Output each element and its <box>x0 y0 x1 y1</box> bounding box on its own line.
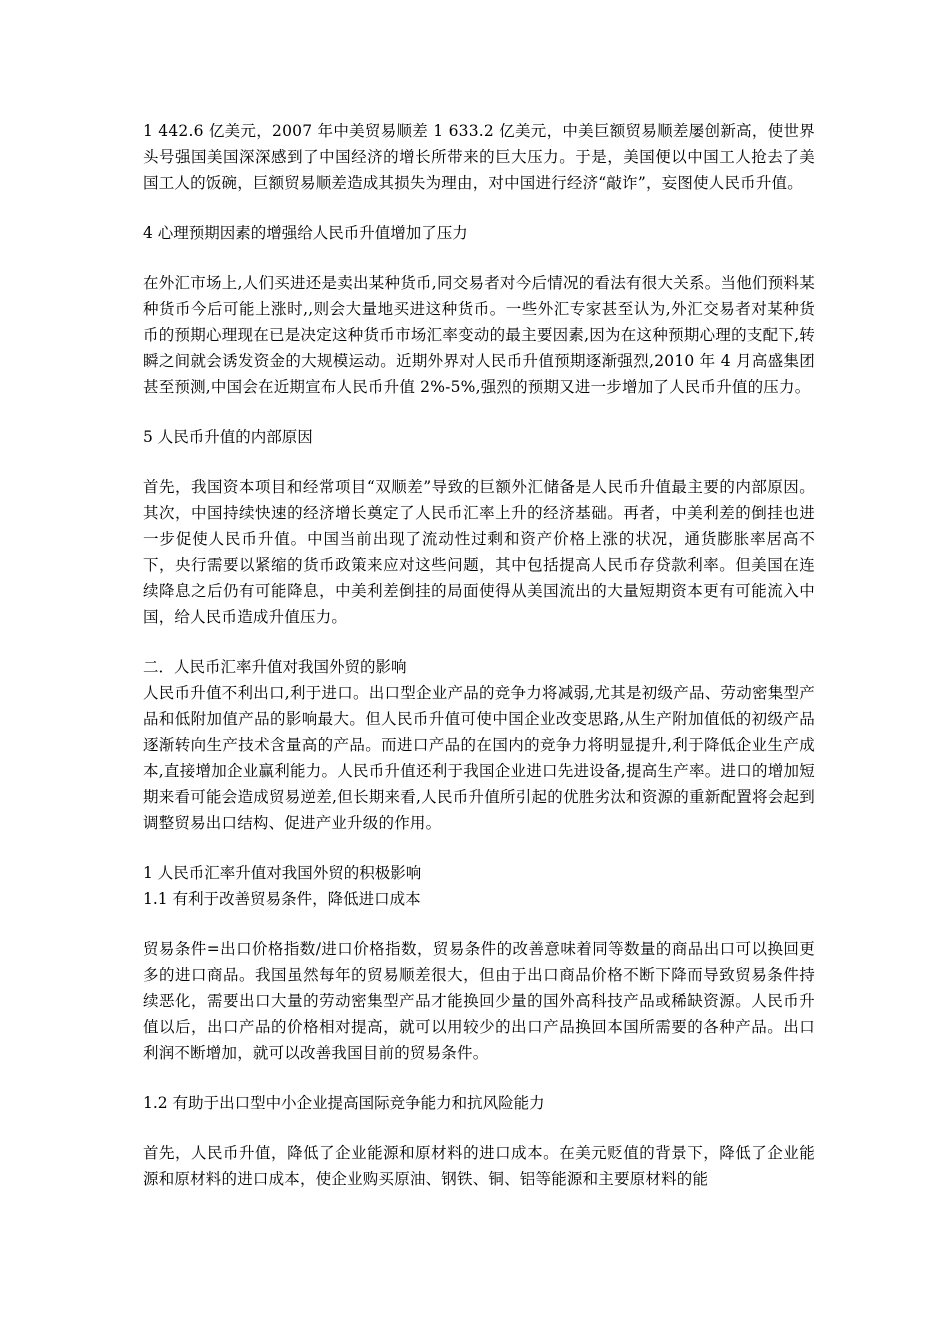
paragraph-trade-surplus: 1 442.6 亿美元，2007 年中美贸易顺差 1 633.2 亿美元，中美巨额贸易顺差屡创新高，使世界头号强国美国深深感到了中国经济的增长所带来的巨大压力。于是，美国便以中国工人抢去了美国工人的饭碗，巨额贸易顺差造成其损失为理由，对中国进行经济“敲诈”，妄图使人民币升值。 <box>143 122 815 192</box>
paragraph-forex-expectation: 在外汇市场上,人们买进还是卖出某种货币,同交易者对今后情况的看法有很大关系。当他们预料某种货币今后可能上涨时,,则会大量地买进这种货币。一些外汇专家甚至认为,外汇交易者对某种货币的预期心理现在已是决定这种货币市场汇率变动的最主要因素,因为在这种预期心理的支配下,转瞬之间就会诱发资金的大规模运动。近期外界对人民币升值预期逐渐强烈,2010 年 4 月高盛集团甚至预测,中国会在近期宣布人民币升值 2%-5%,强烈的预期又进一步增加了人民币升值的压力。 <box>143 274 815 396</box>
heading-internal-causes: 5 人民币升值的内部原因 <box>143 428 313 446</box>
paragraph-terms-of-trade: 贸易条件=出口价格指数/进口价格指数，贸易条件的改善意味着同等数量的商品出口可以换回更多的进口商品。我国虽然每年的贸易顺差很大，但由于出口商品价格不断下降而导致贸易条件持续恶化，需要出口大量的劳动密集型产品才能换回少量的国外高科技产品或稀缺资源。人民币升值以后，出口产品的价格相对提高，就可以用较少的出口产品换回本国所需要的各种产品。出口利润不断增加，就可以改善我国目前的贸易条件。 <box>143 940 815 1062</box>
paragraph-internal-causes: 首先，我国资本项目和经常项目“双顺差”导致的巨额外汇储备是人民币升值最主要的内部原因。其次，中国持续快速的经济增长奠定了人民币汇率上升的经济基础。再者，中美利差的倒挂也进一步促使人民币升值。中国当前出现了流动性过剩和资产价格上涨的状况，通货膨胀率居高不下，央行需要以紧缩的货币政策来应对这些问题，其中包括提高人民币存贷款利率。但美国在连续降息之后仍有可能降息，中美利差倒挂的局面使得从美国流出的大量短期资本更有可能流入中国，给人民币造成升值压力。 <box>143 478 815 626</box>
document-page <box>143 118 815 1192</box>
paragraph-appreciation-impact: 人民币升值不利出口,利于进口。出口型企业产品的竞争力将减弱,尤其是初级产品、劳动密集型产品和低附加值产品的影响最大。但人民币升值可使中国企业改变思路,从生产附加值低的初级产品逐渐转向生产技术含量高的产品。而进口产品的在国内的竞争力将明显提升,利于降低企业生产成本,直接增加企业赢利能力。人民币升值还利于我国企业进口先进设备,提高生产率。进口的增加短期来看可能会造成贸易逆差,但长期来看,人民币升值所引起的优胜劣汰和资源的重新配置将会起到调整贸易出口结构、促进产业升级的作用。 <box>143 684 815 832</box>
heading-terms-of-trade: 1.1 有利于改善贸易条件，降低进口成本 <box>143 890 421 908</box>
heading-sme-competitiveness: 1.2 有助于出口型中小企业提高国际竞争能力和抗风险能力 <box>143 1094 545 1112</box>
heading-positive-impact: 1 人民币汇率升值对我国外贸的积极影响 <box>143 864 422 882</box>
paragraph-sme-competitiveness: 首先，人民币升值，降低了企业能源和原材料的进口成本。在美元贬值的背景下，降低了企业能源和原材料的进口成本，使企业购买原油、钢铁、铜、铝等能源和主要原材料的能 <box>143 1144 815 1188</box>
heading-section-two: 二．人民币汇率升值对我国外贸的影响 <box>143 658 407 676</box>
heading-psychological-expectation: 4 心理预期因素的增强给人民币升值增加了压力 <box>143 224 468 242</box>
